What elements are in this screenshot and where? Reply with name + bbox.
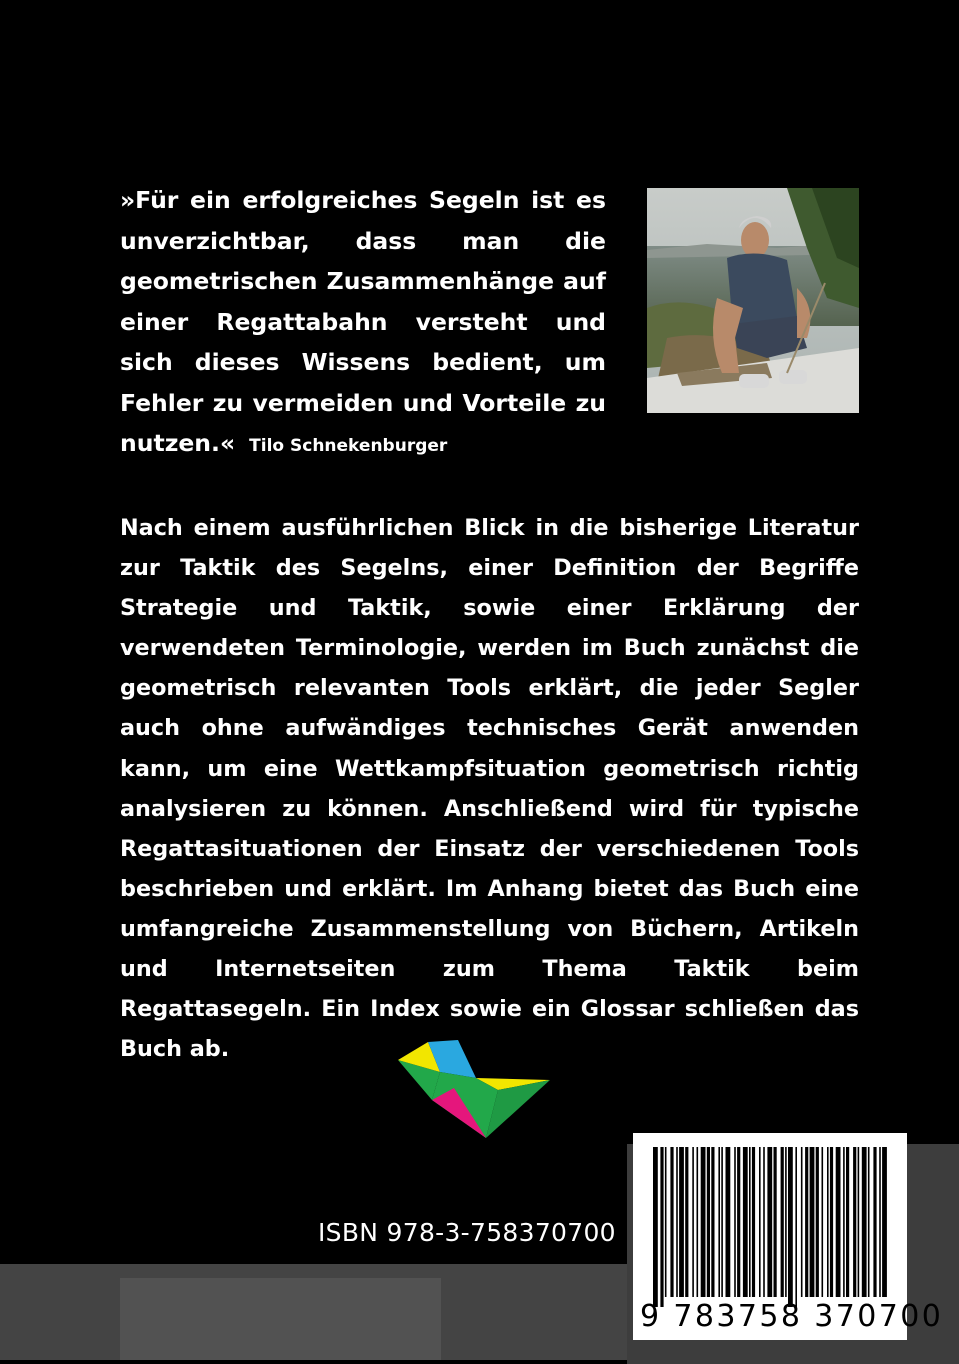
barcode-bar bbox=[763, 1147, 765, 1297]
barcode-bar bbox=[830, 1147, 833, 1297]
barcode-bar bbox=[749, 1147, 751, 1297]
barcode-bar bbox=[781, 1147, 784, 1297]
barcode-bar bbox=[795, 1147, 797, 1307]
barcode-bar bbox=[801, 1147, 803, 1297]
barcode-bar bbox=[805, 1147, 808, 1297]
bottom-block bbox=[120, 1278, 441, 1360]
barcode-bar bbox=[665, 1147, 667, 1297]
barcode-bar bbox=[737, 1147, 740, 1297]
barcode-bar bbox=[882, 1147, 887, 1297]
barcode-bar bbox=[697, 1147, 699, 1297]
barcode-bar bbox=[868, 1147, 870, 1297]
barcode-bar bbox=[767, 1147, 772, 1297]
barcode-bar bbox=[660, 1147, 663, 1307]
barcode-bar bbox=[743, 1147, 748, 1297]
barcode-bar bbox=[810, 1147, 815, 1297]
barcode-bar bbox=[707, 1147, 710, 1297]
barcode-bar bbox=[822, 1147, 824, 1297]
barcode-bar bbox=[879, 1147, 881, 1297]
barcode-bar bbox=[774, 1147, 777, 1297]
barcode-bar bbox=[862, 1147, 867, 1297]
barcode-bar bbox=[785, 1147, 787, 1297]
barcode-bar bbox=[692, 1147, 694, 1297]
barcode-bar bbox=[685, 1147, 688, 1297]
barcode-bar bbox=[701, 1147, 706, 1297]
barcode-bar bbox=[670, 1147, 673, 1297]
barcode-bar bbox=[752, 1147, 755, 1297]
barcode-bar bbox=[721, 1147, 723, 1297]
barcode-bar bbox=[858, 1147, 860, 1297]
author-photo bbox=[647, 188, 859, 413]
barcode-bar bbox=[853, 1147, 856, 1297]
barcode-bar bbox=[734, 1147, 736, 1297]
barcode-bar bbox=[836, 1147, 841, 1297]
barcode-bar bbox=[816, 1147, 819, 1297]
isbn-text: ISBN 978-3-758370700 bbox=[318, 1218, 616, 1247]
book-description: Nach einem ausführlichen Blick in die bisherige Literatur zur Taktik des Segelns, einer Definition der Begriffe Strategie und Taktik, sowie einer Erklärung der verwendeten Terminologie, werden im Buch zunächst die geometrisch relevanten Tools erklärt, die jeder Segler auch ohne aufwändiges technisches Gerät anwenden kann, um eine Wettkampfsituation geometrisch richtig analysieren zu können. Anschließend wird für typische Regattasituationen der Einsatz der verschiedenen Tools beschrieben und erklärt. Im Anhang bietet das Buch eine umfangreiche Zusammenstellung von Büchern, Artikeln und Internetseiten zum Thema Taktik beim Regattasegeln. Ein Index sowie ein Glossar schließen das Buch ab. bbox=[120, 515, 859, 1063]
quote-author: Tilo Schnekenburger bbox=[249, 436, 448, 456]
barcode-bar bbox=[679, 1147, 684, 1297]
barcode-bar bbox=[788, 1147, 793, 1307]
barcode-bar bbox=[676, 1147, 678, 1297]
barcode-bar bbox=[843, 1147, 845, 1297]
barcode-digits: 9 783758 370700 bbox=[640, 1299, 944, 1334]
author-quote bbox=[120, 180, 606, 467]
barcode-bar bbox=[653, 1147, 658, 1307]
barcode-bar bbox=[711, 1147, 714, 1297]
barcode-bar bbox=[726, 1147, 731, 1297]
barcode-bar bbox=[873, 1147, 876, 1297]
paper-boat-logo bbox=[396, 1040, 552, 1140]
barcode-bar bbox=[846, 1147, 849, 1297]
barcode-bar bbox=[827, 1147, 829, 1297]
barcode-bar bbox=[759, 1147, 761, 1297]
quote-text: »Für ein erfolgreiches Segeln ist es unverzichtbar, dass man die geometrischen Zusammenhänge auf einer Regattabahn versteht und sich dieses Wissens bedient, um Fehler zu vermeiden und Vorteile zu nutzen.« bbox=[120, 186, 606, 457]
barcode-bar bbox=[718, 1147, 720, 1297]
